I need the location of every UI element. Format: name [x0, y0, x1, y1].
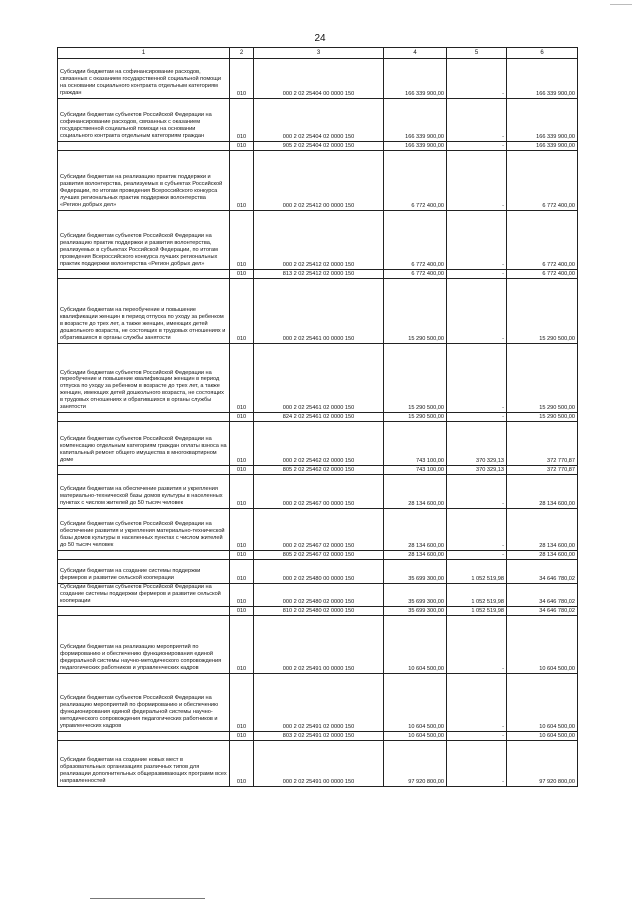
- row-name-cell: Субсидии бюджетам субъектов Российской Федерации на реализацию мероприятий по формированию и обеспечению функционирования единой федеральной системы научно-методического сопровождения педагогических работников и управленческих кадров: [58, 674, 230, 732]
- row-value6-cell: 34 646 780,02: [507, 560, 578, 584]
- row-value6-cell: 15 290 500,00: [507, 344, 578, 413]
- table-row: [58, 211, 578, 270]
- row-value5-cell: -: [447, 732, 507, 741]
- row-code-cell: 000 2 02 25491 00 0000 150: [254, 741, 384, 787]
- row-value4-cell: 743 100,00: [384, 466, 447, 475]
- table-row: [58, 509, 578, 551]
- row-code-cell: 810 2 02 25480 02 0000 150: [254, 607, 384, 616]
- row-name-cell: Субсидии бюджетам на создание новых мест в образовательных организациях различных типов для реализации дополнительных общеразвивающих программ всех направленностей: [58, 741, 230, 787]
- row-value5-cell: -: [447, 475, 507, 509]
- row-value4-cell: 15 290 500,00: [384, 413, 447, 422]
- row-value6-cell: 372 770,87: [507, 422, 578, 466]
- row-value5-cell: 1 052 519,98: [447, 607, 507, 616]
- row-value5-cell: -: [447, 59, 507, 99]
- row-value5-cell: -: [447, 151, 507, 211]
- row-name-cell: Субсидии бюджетам субъектов Российской Федерации на создание системы поддержки фермеров и развитие сельской кооперации: [58, 584, 230, 607]
- table-row: [58, 413, 578, 422]
- row-value4-cell: 35 699 300,00: [384, 560, 447, 584]
- row-value5-cell: -: [447, 509, 507, 551]
- row-value6-cell: 28 134 600,00: [507, 509, 578, 551]
- page-number: 24: [314, 33, 326, 44]
- row-value4-cell: 35 699 300,00: [384, 607, 447, 616]
- row-col2-cell: 010: [230, 279, 254, 344]
- row-name-cell: [58, 142, 230, 151]
- row-value4-cell: 97 920 800,00: [384, 741, 447, 787]
- row-code-cell: 000 2 02 25412 02 0000 150: [254, 211, 384, 270]
- row-name-cell: Субсидии бюджетам субъектов Российской Федерации на обеспечение развития и укрепления материально-технической базы домов культуры в населенных пунктах с числом жителей до 50 тысяч человек: [58, 509, 230, 551]
- row-name-cell: Субсидии бюджетам субъектов Российской Федерации на софинансирование расходов, связанных с оказанием государственной социальной помощи на основании социального контракта отдельным категориям граждан: [58, 99, 230, 142]
- row-value6-cell: 6 772 400,00: [507, 270, 578, 279]
- row-col2-cell: 010: [230, 741, 254, 787]
- row-value4-cell: 166 339 900,00: [384, 59, 447, 99]
- row-col2-cell: 010: [230, 732, 254, 741]
- table-row: [58, 674, 578, 732]
- row-name-cell: [58, 413, 230, 422]
- column-header: 6: [507, 48, 578, 59]
- row-value4-cell: 10 604 500,00: [384, 674, 447, 732]
- table-row: [58, 741, 578, 787]
- row-name-cell: Субсидии бюджетам субъектов Российской Федерации на реализацию практик поддержки и развития волонтерства, реализуемых в субъектах Российской Федерации, по итогам проведения Всероссийского конкурса лучших региональных практик поддержки волонтерства «Регион добрых дел»: [58, 211, 230, 270]
- row-name-cell: Субсидии бюджетам субъектов Российской Федерации на переобучение и повышение квалификации женщин в период отпуска по уходу за ребенком в возрасте до трех лет, а также женщин, имеющих детей дошкольного возраста, не состоящих в трудовых отношениях и обратившихся в органы службы занятости: [58, 344, 230, 413]
- row-value4-cell: 6 772 400,00: [384, 151, 447, 211]
- table-row: [58, 584, 578, 607]
- row-value4-cell: 15 290 500,00: [384, 279, 447, 344]
- row-value4-cell: 10 604 500,00: [384, 732, 447, 741]
- row-value5-cell: -: [447, 142, 507, 151]
- row-value4-cell: 28 134 600,00: [384, 551, 447, 560]
- row-col2-cell: 010: [230, 551, 254, 560]
- table-row: [58, 475, 578, 509]
- row-value5-cell: -: [447, 344, 507, 413]
- row-value6-cell: 10 604 500,00: [507, 616, 578, 674]
- column-header: 2: [230, 48, 254, 59]
- row-value6-cell: 15 290 500,00: [507, 413, 578, 422]
- row-value6-cell: 166 339 900,00: [507, 142, 578, 151]
- row-value5-cell: -: [447, 279, 507, 344]
- row-value5-cell: 1 052 519,98: [447, 560, 507, 584]
- row-col2-cell: 010: [230, 59, 254, 99]
- row-code-cell: 813 2 02 25412 02 0000 150: [254, 270, 384, 279]
- row-value6-cell: 372 770,87: [507, 466, 578, 475]
- table-row: [58, 151, 578, 211]
- row-name-cell: Субсидии бюджетам субъектов Российской Федерации на компенсацию отдельным категориям граждан оплаты взноса на капитальный ремонт общего имущества в многоквартирном доме: [58, 422, 230, 466]
- row-col2-cell: 010: [230, 151, 254, 211]
- row-code-cell: 000 2 02 25491 02 0000 150: [254, 674, 384, 732]
- row-value5-cell: 370 329,13: [447, 422, 507, 466]
- row-value5-cell: -: [447, 270, 507, 279]
- row-code-cell: 000 2 02 25462 02 0000 150: [254, 422, 384, 466]
- row-code-cell: 000 2 02 25480 02 0000 150: [254, 584, 384, 607]
- table-row: [58, 616, 578, 674]
- row-value4-cell: 28 134 600,00: [384, 509, 447, 551]
- row-name-cell: [58, 551, 230, 560]
- table-row: [58, 344, 578, 413]
- scan-edge-mark: [610, 4, 632, 5]
- row-code-cell: 000 2 02 25491 00 0000 150: [254, 616, 384, 674]
- row-value5-cell: -: [447, 551, 507, 560]
- row-name-cell: [58, 466, 230, 475]
- row-value6-cell: 166 339 900,00: [507, 99, 578, 142]
- row-value4-cell: 166 339 900,00: [384, 142, 447, 151]
- row-name-cell: [58, 270, 230, 279]
- row-name-cell: Субсидии бюджетам на обеспечение развития и укрепления материально-технической базы домов культуры в населенных пунктах с числом жителей до 50 тысяч человек: [58, 475, 230, 509]
- row-code-cell: 905 2 02 25404 02 0000 150: [254, 142, 384, 151]
- row-value5-cell: 1 052 519,98: [447, 584, 507, 607]
- table-row: [58, 422, 578, 466]
- row-value4-cell: 15 290 500,00: [384, 344, 447, 413]
- table-header-row: [58, 48, 578, 59]
- table-row: [58, 142, 578, 151]
- row-code-cell: 805 2 02 25462 02 0000 150: [254, 466, 384, 475]
- row-code-cell: 824 2 02 25461 02 0000 150: [254, 413, 384, 422]
- row-name-cell: [58, 607, 230, 616]
- row-value6-cell: 97 920 800,00: [507, 741, 578, 787]
- row-col2-cell: 010: [230, 560, 254, 584]
- row-code-cell: 000 2 02 25461 00 0000 150: [254, 279, 384, 344]
- row-col2-cell: 010: [230, 584, 254, 607]
- row-value6-cell: 28 134 600,00: [507, 551, 578, 560]
- row-value6-cell: 6 772 400,00: [507, 211, 578, 270]
- row-code-cell: 000 2 02 25480 00 0000 150: [254, 560, 384, 584]
- table-row: [58, 279, 578, 344]
- row-code-cell: 805 2 02 25467 02 0000 150: [254, 551, 384, 560]
- table-row: [58, 99, 578, 142]
- row-value4-cell: 166 339 900,00: [384, 99, 447, 142]
- row-col2-cell: 010: [230, 344, 254, 413]
- row-value5-cell: -: [447, 616, 507, 674]
- budget-table: [57, 47, 578, 787]
- row-code-cell: 000 2 02 25412 00 0000 150: [254, 151, 384, 211]
- row-code-cell: 000 2 02 25467 00 0000 150: [254, 475, 384, 509]
- row-value5-cell: -: [447, 413, 507, 422]
- row-value5-cell: 370 329,13: [447, 466, 507, 475]
- table-row: [58, 560, 578, 584]
- row-value6-cell: 6 772 400,00: [507, 151, 578, 211]
- column-header: 1: [58, 48, 230, 59]
- row-name-cell: Субсидии бюджетам на софинансирование расходов, связанных с оказанием государственной социальной помощи на основании социального контракта отдельным категориям граждан: [58, 59, 230, 99]
- table-row: [58, 732, 578, 741]
- row-value4-cell: 6 772 400,00: [384, 211, 447, 270]
- table-row: [58, 466, 578, 475]
- row-value5-cell: -: [447, 741, 507, 787]
- row-col2-cell: 010: [230, 475, 254, 509]
- row-name-cell: Субсидии бюджетам на реализацию практик поддержки и развития волонтерства, реализуемых в субъектах Российской Федерации, по итогам проведения Всероссийского конкурса лучших региональных практик поддержки волонтерства «Регион добрых дел»: [58, 151, 230, 211]
- row-value5-cell: -: [447, 674, 507, 732]
- row-code-cell: 000 2 02 25461 02 0000 150: [254, 344, 384, 413]
- row-value6-cell: 28 134 600,00: [507, 475, 578, 509]
- column-header: 5: [447, 48, 507, 59]
- row-code-cell: 000 2 02 25467 02 0000 150: [254, 509, 384, 551]
- footer-rule: [90, 898, 205, 899]
- row-col2-cell: 010: [230, 509, 254, 551]
- row-value6-cell: 34 646 780,02: [507, 584, 578, 607]
- row-value6-cell: 166 339 900,00: [507, 59, 578, 99]
- row-code-cell: 803 2 02 25491 02 0000 150: [254, 732, 384, 741]
- table-row: [58, 551, 578, 560]
- row-name-cell: Субсидии бюджетам на реализацию мероприятий по формированию и обеспечению функционирования единой федеральной системы научно-методического сопровождения педагогических работников и управленческих кадров: [58, 616, 230, 674]
- row-col2-cell: 010: [230, 422, 254, 466]
- row-col2-cell: 010: [230, 674, 254, 732]
- row-value5-cell: -: [447, 99, 507, 142]
- row-col2-cell: 010: [230, 270, 254, 279]
- row-value6-cell: 10 604 500,00: [507, 674, 578, 732]
- table-row: [58, 270, 578, 279]
- row-value6-cell: 15 290 500,00: [507, 279, 578, 344]
- column-header: 4: [384, 48, 447, 59]
- row-col2-cell: 010: [230, 413, 254, 422]
- row-name-cell: [58, 732, 230, 741]
- row-col2-cell: 010: [230, 616, 254, 674]
- row-code-cell: 000 2 02 25404 02 0000 150: [254, 99, 384, 142]
- row-col2-cell: 010: [230, 211, 254, 270]
- row-col2-cell: 010: [230, 142, 254, 151]
- row-col2-cell: 010: [230, 99, 254, 142]
- row-value5-cell: -: [447, 211, 507, 270]
- row-value6-cell: 34 646 780,02: [507, 607, 578, 616]
- row-value6-cell: 10 604 500,00: [507, 732, 578, 741]
- row-col2-cell: 010: [230, 466, 254, 475]
- row-col2-cell: 010: [230, 607, 254, 616]
- row-value4-cell: 28 134 600,00: [384, 475, 447, 509]
- row-code-cell: 000 2 02 25404 00 0000 150: [254, 59, 384, 99]
- row-value4-cell: 10 604 500,00: [384, 616, 447, 674]
- row-name-cell: Субсидии бюджетам на переобучение и повышение квалификации женщин в период отпуска по уходу за ребенком в возрасте до трех лет, а также женщин, имеющих детей дошкольного возраста, не состоящих в трудовых отношениях и обратившихся в органы службы занятости: [58, 279, 230, 344]
- row-value4-cell: 743 100,00: [384, 422, 447, 466]
- table-row: [58, 607, 578, 616]
- table-row: [58, 59, 578, 99]
- row-value4-cell: 35 699 300,00: [384, 584, 447, 607]
- row-name-cell: Субсидии бюджетам на создание системы поддержки фермеров и развитие сельской кооперации: [58, 560, 230, 584]
- column-header: 3: [254, 48, 384, 59]
- row-value4-cell: 6 772 400,00: [384, 270, 447, 279]
